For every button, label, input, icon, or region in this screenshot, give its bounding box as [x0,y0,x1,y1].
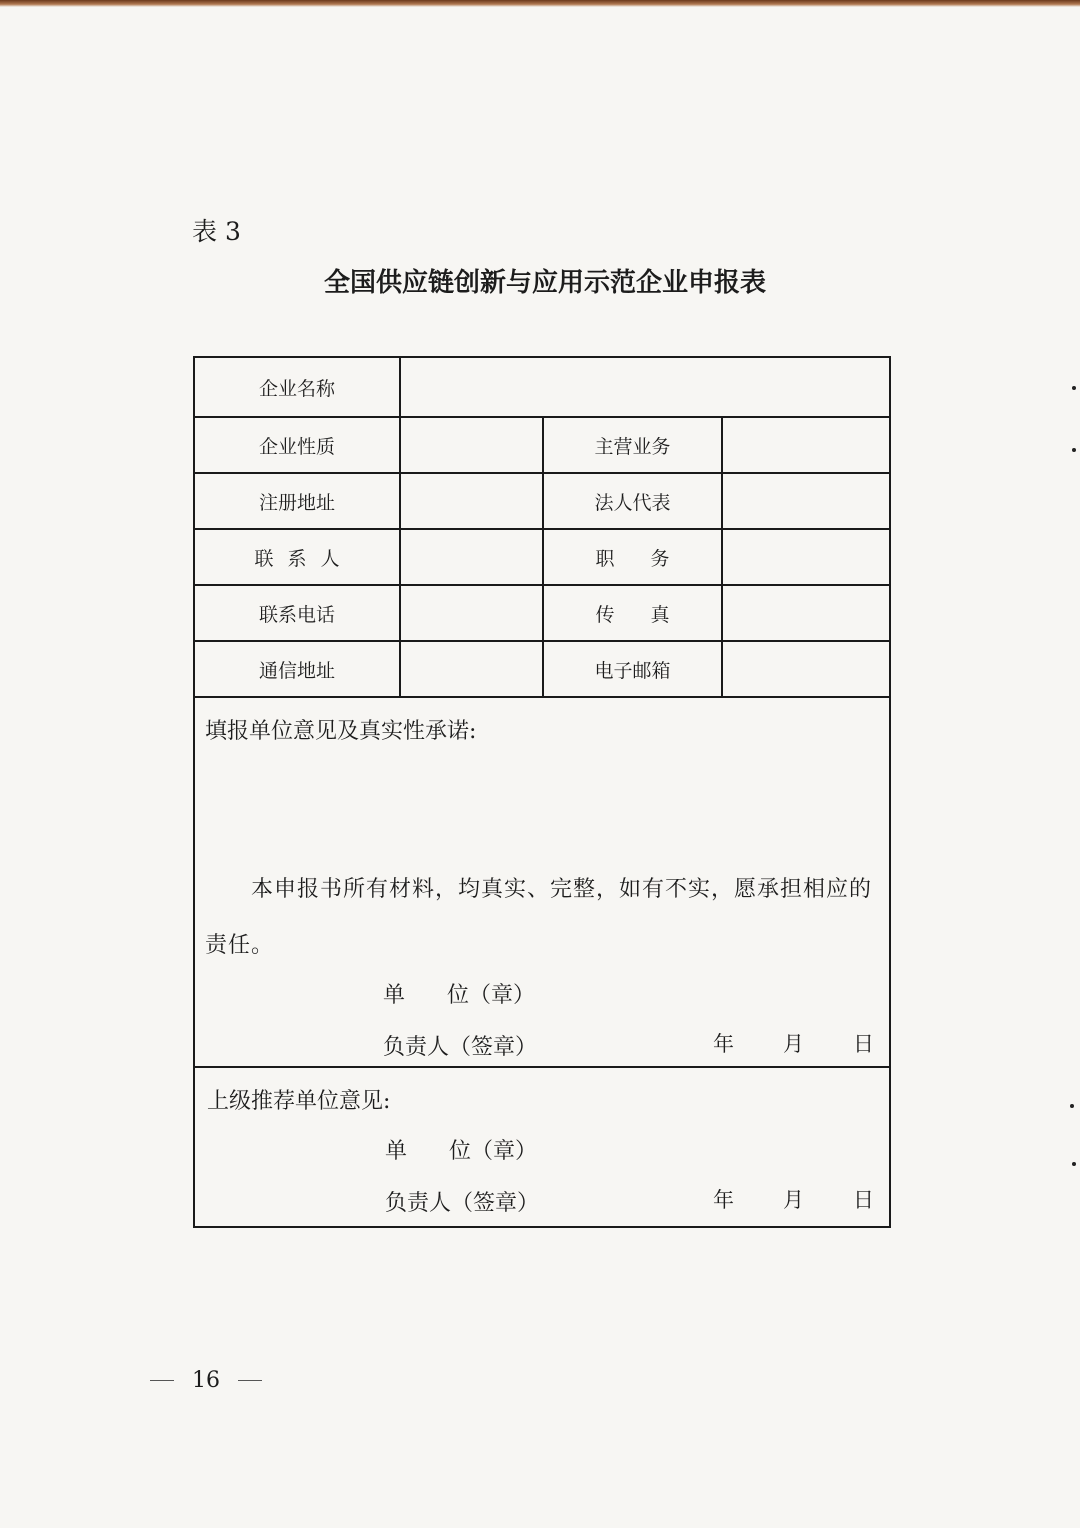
dash-right [238,1380,262,1381]
field-company-name[interactable] [401,358,889,416]
label-company-name: 企业名称 [258,377,335,400]
page-title: 全国供应链创新与应用示范企业申报表 [323,268,766,298]
date-year: 年 [713,1032,734,1056]
pledge-text-line1: 本申报书所有材料，均真实、完整，如有不实，愿承担相应的 [251,877,873,902]
label-company-nature: 企业性质 [258,435,335,458]
declaration-heading: 填报单位意见及真实性承诺: [205,719,477,744]
field-fax[interactable] [723,586,889,640]
field-phone[interactable] [401,586,542,640]
label-main-business: 主营业务 [594,435,671,458]
label-phone: 联系电话 [258,603,335,626]
scan-speck [1072,1162,1076,1166]
dash-left [150,1380,174,1381]
scan-speck [1072,448,1076,452]
label-mailing-address: 通信地址 [258,659,335,682]
date-day: 日 [853,1032,874,1056]
recommend-date-day: 日 [853,1188,874,1212]
label-email: 电子邮箱 [594,659,671,682]
label-contact-person: 联系人 [254,547,354,570]
unit-seal-label: 单 位（章） [383,983,535,1008]
table-number-label: 表 3 [192,217,241,246]
field-main-business[interactable] [723,418,889,472]
recommendation-heading: 上级推荐单位意见: [207,1089,391,1114]
label-registered-address: 注册地址 [258,491,335,514]
scan-speck [1070,1104,1074,1108]
recommend-date-year: 年 [713,1188,734,1212]
field-email[interactable] [723,642,889,696]
recommend-unit-seal-label: 单 位（章） [385,1139,537,1164]
field-position[interactable] [723,530,889,584]
label-legal-representative: 法人代表 [594,491,671,514]
responsible-sign-label: 负责人（签章） [383,1035,538,1060]
field-legal-representative[interactable] [723,474,889,528]
recommend-date-month: 月 [783,1188,804,1212]
field-registered-address[interactable] [401,474,542,528]
field-contact-person[interactable] [401,530,542,584]
recommend-responsible-sign-label: 负责人（签章） [385,1191,540,1216]
page-top-edge [0,0,1080,7]
label-position: 职务 [595,547,706,570]
page-number-text: 16 [192,1368,220,1393]
label-fax: 传真 [595,603,706,626]
page-number [150,1368,262,1393]
section-divider [195,1066,889,1068]
pledge-text-line2: 责任。 [205,933,275,958]
scan-speck [1072,386,1076,390]
application-form-table [193,356,891,1228]
date-month: 月 [783,1032,804,1056]
field-company-nature[interactable] [401,418,542,472]
field-mailing-address[interactable] [401,642,542,696]
